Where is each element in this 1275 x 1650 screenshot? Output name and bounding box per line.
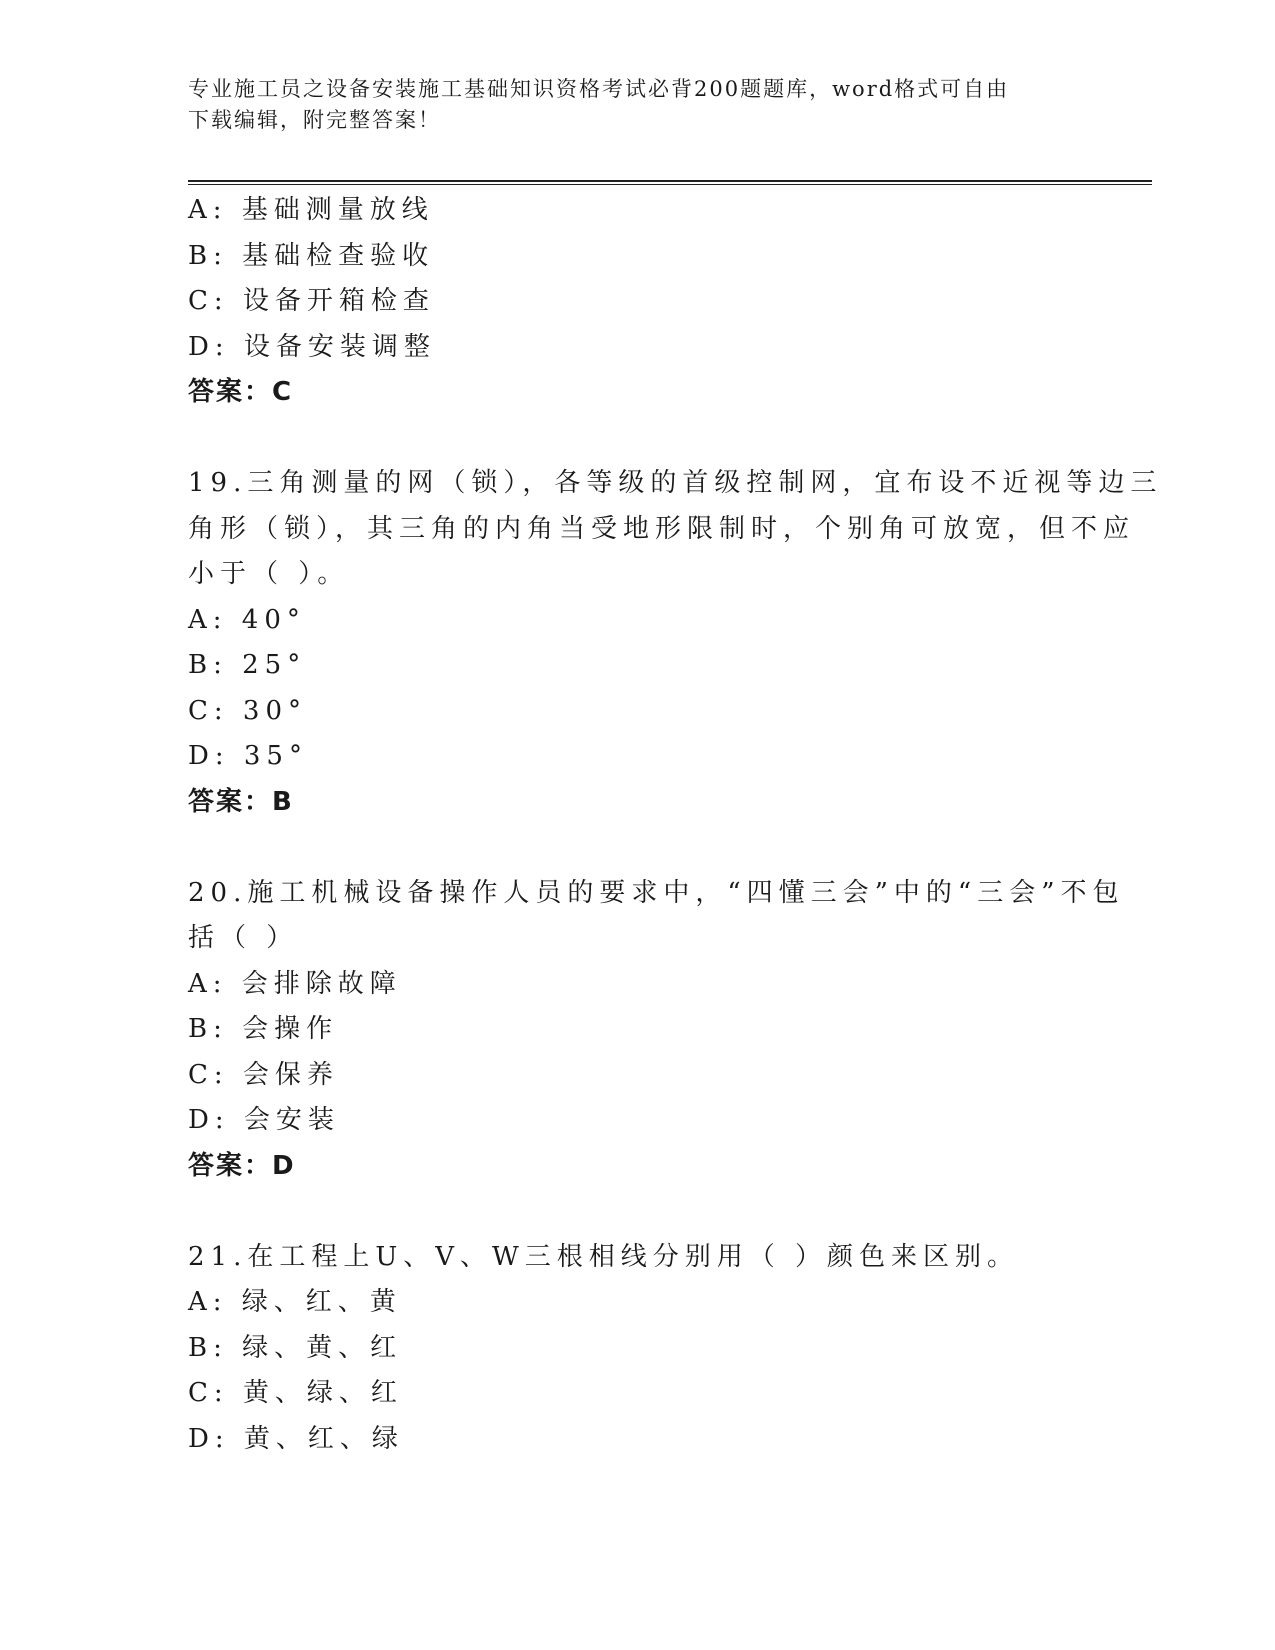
question-text-line-2: 括（ ） (188, 923, 299, 953)
option-b: B: 基础检查验收 (188, 240, 435, 271)
question-text-line-1: 21.在工程上U、V、W三根相线分别用（ ）颜色来区别。 (188, 1241, 1020, 1272)
option-b: B: 25° (188, 650, 307, 680)
option-c: C: 设备开箱检查 (188, 286, 435, 316)
option-a: A: 基础测量放线 (188, 195, 434, 225)
document-header (188, 74, 1088, 136)
option-d: D: 设备安装调整 (188, 331, 436, 362)
question-20-block (188, 871, 1125, 1190)
header-title-line-1: 专业施工员之设备安装施工基础知识资格考试必背200题题库，word格式可自由 (188, 77, 1010, 101)
header-divider-thick (188, 180, 1152, 182)
question-21-block (188, 1235, 1088, 1463)
answer-label: 答案：B (188, 786, 294, 817)
option-a: A: 40° (188, 604, 306, 635)
question-text-line-1: 19.三角测量的网（锁），各等级的首级控制网，宜布设不近视等边三 (188, 468, 1163, 498)
option-c: C: 会保养 (188, 1059, 339, 1090)
question-19-block (188, 461, 1163, 825)
header-title-line-2: 下载编辑，附完整答案！ (188, 108, 441, 132)
option-c: C: 黄、绿、红 (188, 1378, 403, 1408)
question-text-line-1: 20.施工机械设备操作人员的要求中，“四懂三会”中的“三会”不包 (188, 877, 1125, 908)
question-text-line-3: 小于（ ）。 (188, 559, 350, 589)
answer-label: 答案：C (188, 377, 294, 407)
option-b: B: 绿、黄、红 (188, 1332, 403, 1363)
option-b: B: 会操作 (188, 1014, 339, 1044)
option-a: A: 绿、红、黄 (188, 1287, 402, 1317)
option-d: D: 35° (188, 741, 308, 771)
answer-label: 答案：D (188, 1150, 296, 1181)
header-divider-thin (188, 184, 1152, 185)
option-a: A: 会排除故障 (188, 968, 402, 999)
question-content (188, 188, 1163, 1462)
question-text-line-2: 角形（锁），其三角的内角当受地形限制时，个别角可放宽，但不应 (188, 513, 1136, 544)
option-c: C: 30° (188, 695, 308, 726)
option-d: D: 黄、红、绿 (188, 1423, 404, 1454)
option-d: D: 会安装 (188, 1105, 340, 1135)
question-18-block (188, 188, 1088, 416)
